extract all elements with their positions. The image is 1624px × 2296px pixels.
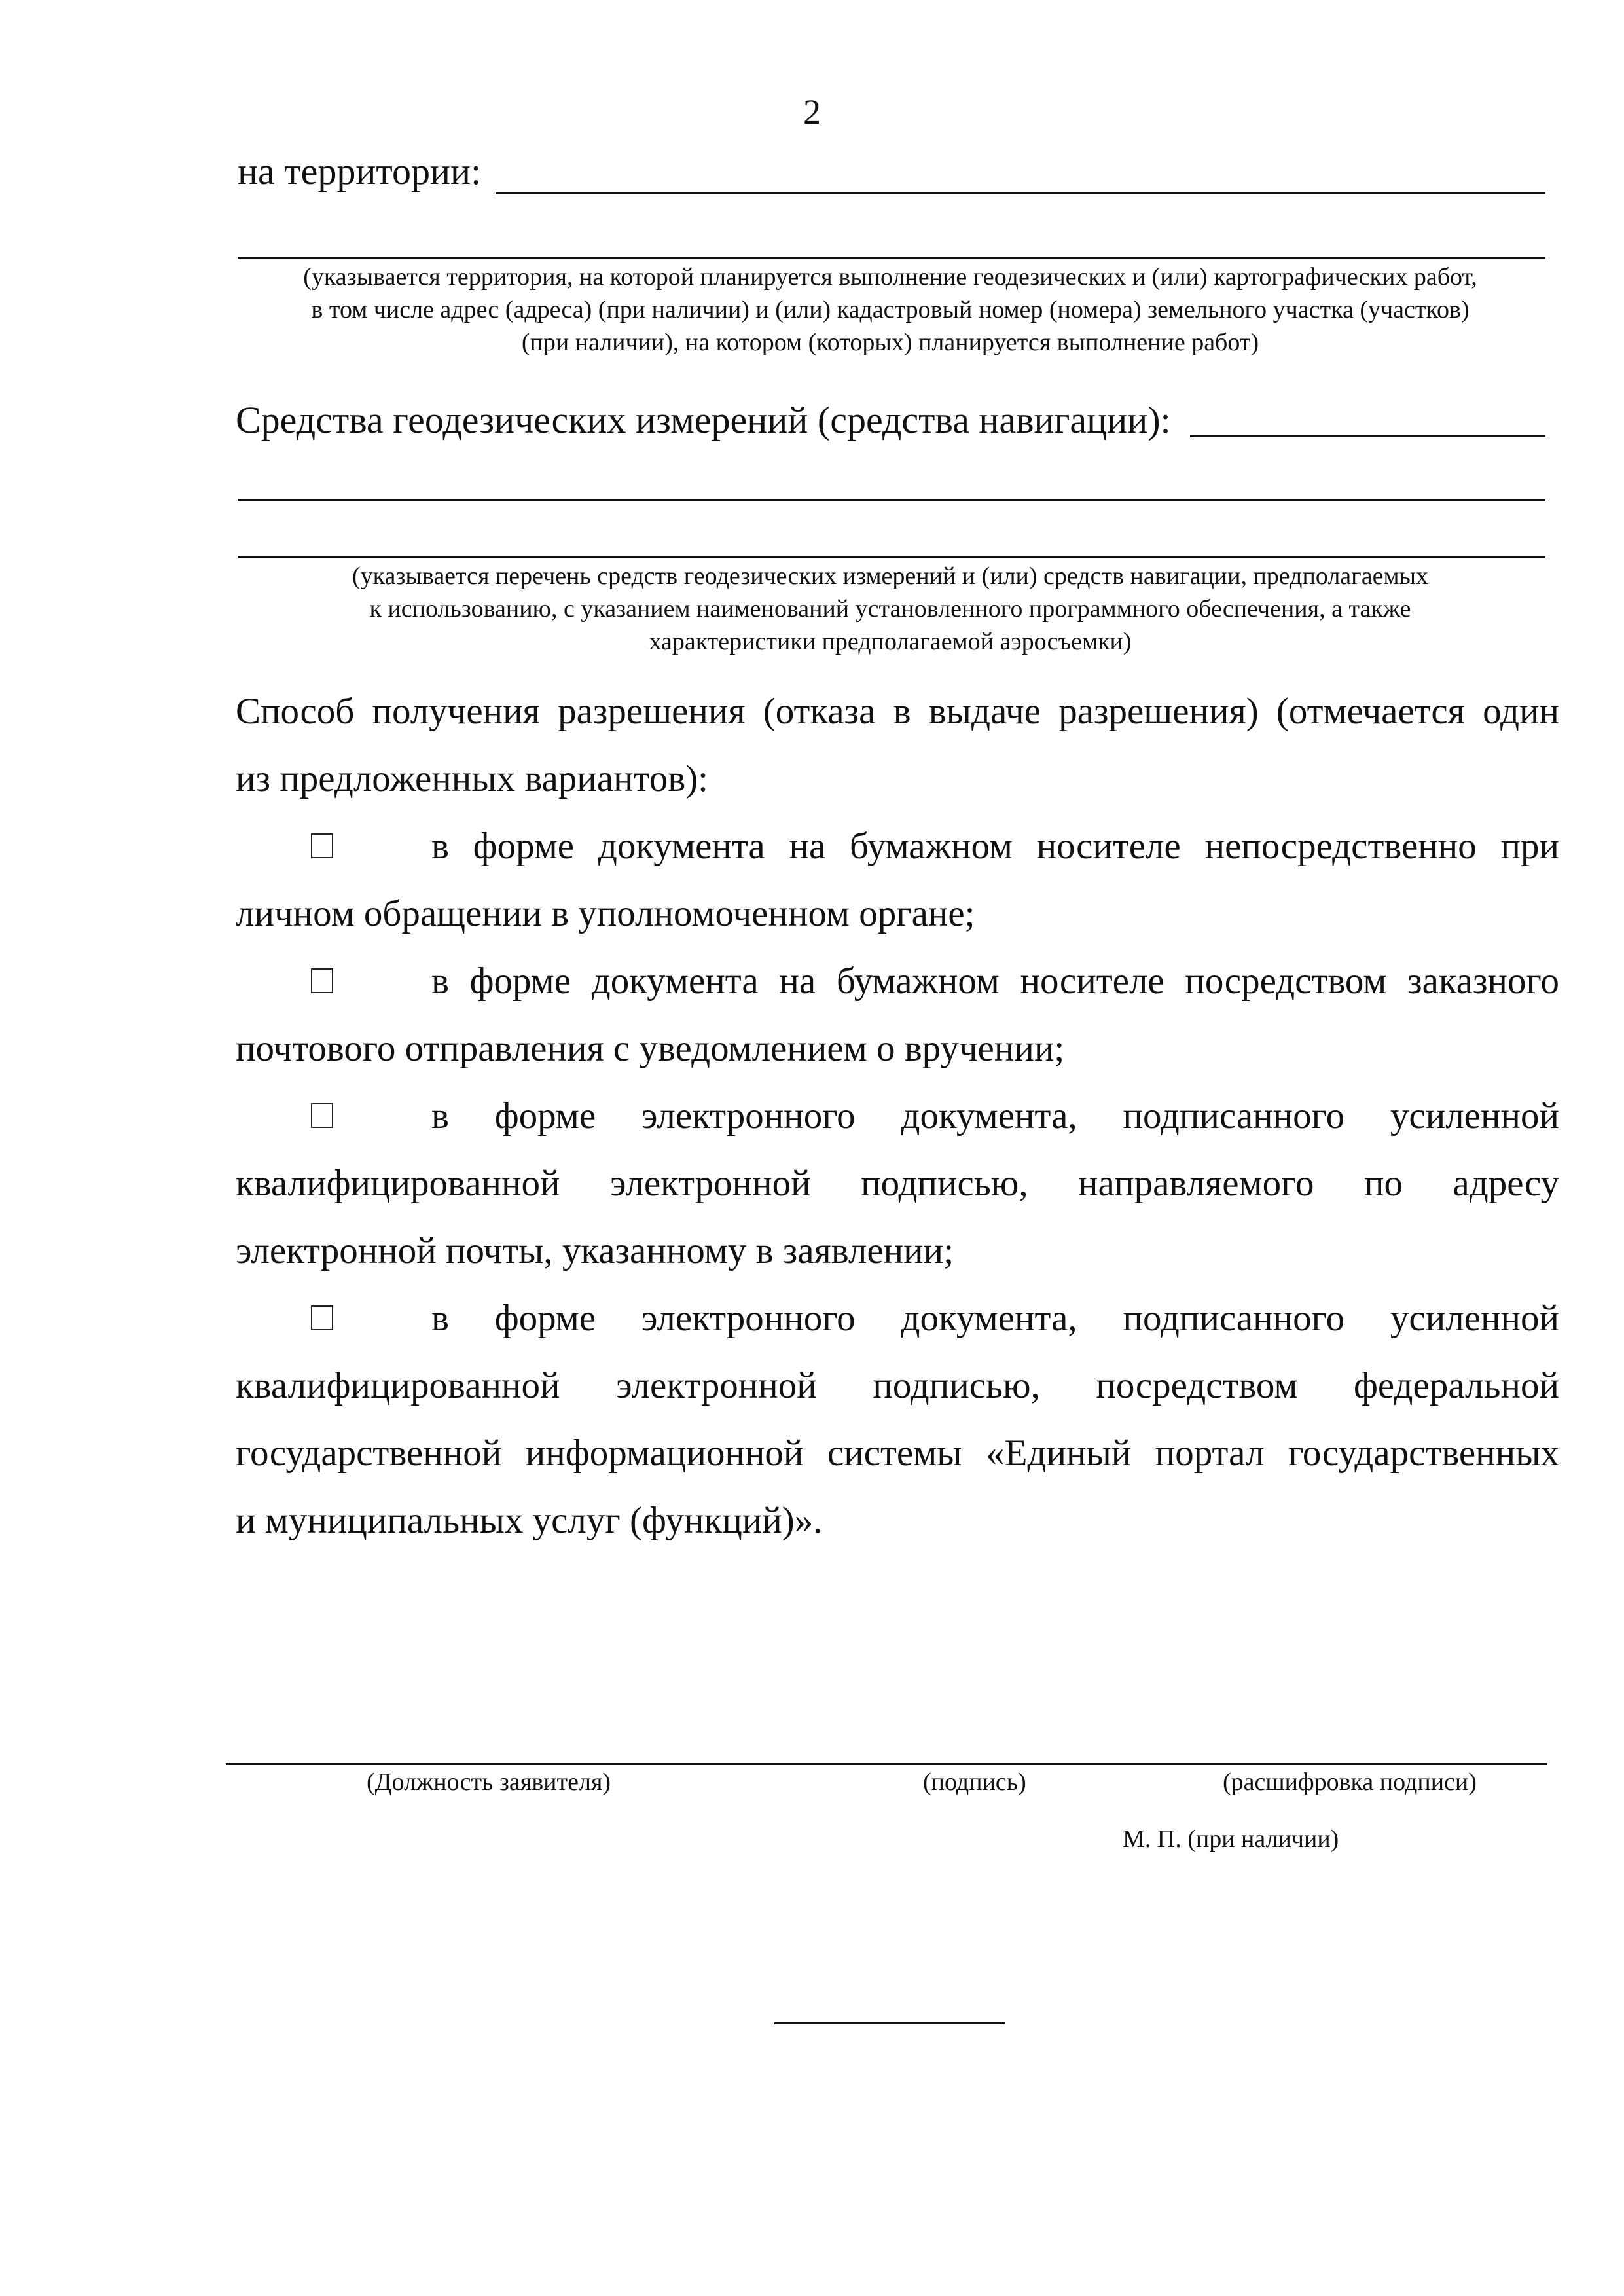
option-text: в форме документа на бумажном носителе посредством заказного: [431, 960, 1559, 1002]
option-paper-in-person[interactable]: [236, 812, 1559, 947]
instruments-hint: [196, 560, 1584, 658]
territory-hint: [196, 261, 1584, 359]
checkbox-icon[interactable]: [311, 1305, 333, 1330]
option-text: квалифицированной электронной подписью, направляемого по адресу: [236, 1163, 1559, 1204]
territory-input-line[interactable]: [496, 192, 1545, 194]
checkbox-icon[interactable]: [311, 833, 333, 858]
territory-input-line-2[interactable]: [238, 257, 1545, 259]
instruments-hint-line: к использованию, с указанием наименований установленного программного обеспечения, а также: [369, 595, 1411, 623]
territory-label: на территории:: [238, 150, 482, 192]
instruments-input-line-3[interactable]: [238, 556, 1545, 558]
territory-hint-line: (указывается территория, на которой планируется выполнение геодезических и (или) картографических работ,: [303, 263, 1477, 291]
option-text: электронной почты, указанному в заявлении;: [236, 1230, 954, 1271]
option-text: в форме электронного документа, подписанного усиленной: [431, 1298, 1559, 1339]
option-paper-mail[interactable]: [236, 947, 1559, 1082]
option-text: и муниципальных услуг (функций)».: [236, 1500, 823, 1541]
method-intro: [236, 678, 1559, 812]
option-text: в форме электронного документа, подписанного усиленной: [431, 1095, 1559, 1137]
instruments-input-line[interactable]: [1190, 435, 1545, 437]
instruments-input-line-2[interactable]: [238, 499, 1545, 501]
method-intro-line: Способ получения разрешения (отказа в выдаче разрешения) (отмечается один: [236, 691, 1559, 732]
decoding-caption: (расшифровка подписи): [1223, 1768, 1477, 1796]
instruments-hint-line: характеристики предполагаемой аэросъемки): [649, 628, 1132, 655]
option-text: в форме документа на бумажном носителе непосредственно при: [431, 826, 1559, 867]
instruments-hint-line: (указывается перечень средств геодезических измерений и (или) средств навигации, предполагаемых: [352, 562, 1429, 590]
checkbox-icon[interactable]: [311, 1103, 333, 1128]
signature-line[interactable]: [226, 1763, 1547, 1765]
method-intro-line: из предложенных вариантов):: [236, 758, 708, 799]
signature-caption: (подпись): [923, 1768, 1026, 1796]
instruments-label: Средства геодезических измерений (средства навигации):: [236, 399, 1171, 441]
option-electronic-email[interactable]: [236, 1082, 1559, 1285]
checkbox-icon[interactable]: [311, 968, 333, 993]
page-number: 2: [803, 92, 821, 132]
closing-divider: [774, 2022, 1005, 2024]
seal-note: М. П. (при наличии): [1123, 1825, 1339, 1853]
option-text: личном обращении в уполномоченном органе;: [236, 893, 975, 934]
option-text: государственной информационной системы «Единый портал государственных: [236, 1432, 1559, 1474]
territory-hint-line: в том числе адрес (адреса) (при наличии) и (или) кадастровый номер (номера) земельного участка (участков): [311, 296, 1470, 323]
option-text: квалифицированной электронной подписью, посредством федеральной: [236, 1365, 1559, 1406]
position-caption: (Должность заявителя): [367, 1768, 611, 1796]
option-text: почтового отправления с уведомлением о вручении;: [236, 1028, 1065, 1069]
option-electronic-portal[interactable]: [236, 1285, 1559, 1554]
territory-hint-line: (при наличии), на котором (которых) планируется выполнение работ): [521, 329, 1259, 356]
